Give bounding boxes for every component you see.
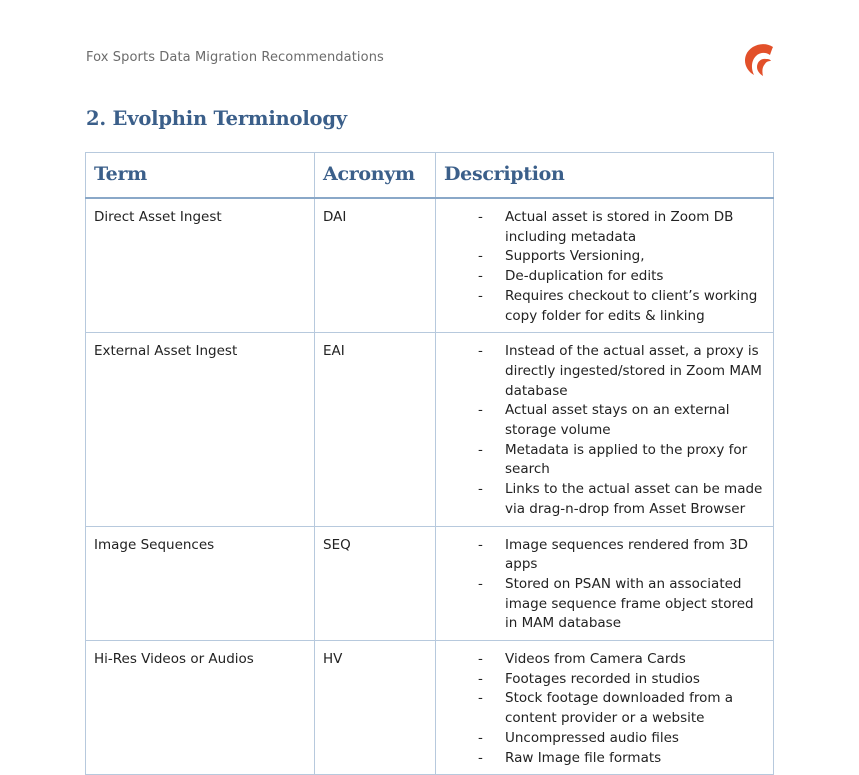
description-list xyxy=(444,650,765,768)
term-cell: Direct Asset Ingest xyxy=(86,198,315,333)
description-cell xyxy=(436,333,774,526)
column-header-term: Term xyxy=(86,153,315,199)
acronym-cell: DAI xyxy=(315,198,436,333)
table-header-row xyxy=(86,153,774,199)
description-item: - Image sequences rendered from 3D apps xyxy=(444,536,765,575)
description-item: - Metadata is applied to the proxy for search xyxy=(444,441,765,480)
description-list xyxy=(444,208,765,326)
description-item: - Instead of the actual asset, a proxy is directly ingested/stored in Zoom MAM database xyxy=(444,342,765,401)
description-item: - Actual asset is stored in Zoom DB including metadata xyxy=(444,208,765,247)
description-cell xyxy=(436,641,774,775)
evolphin-flame-logo xyxy=(742,42,776,78)
table-row xyxy=(86,333,774,526)
description-item: - Stored on PSAN with an associated image sequence frame object stored in MAM database xyxy=(444,575,765,634)
description-item: - De-duplication for edits xyxy=(444,267,765,287)
acronym-cell: HV xyxy=(315,641,436,775)
table-row xyxy=(86,526,774,641)
acronym-cell: EAI xyxy=(315,333,436,526)
description-item: - Actual asset stays on an external storage volume xyxy=(444,401,765,440)
description-item: - Footages recorded in studios xyxy=(444,670,765,690)
term-cell: Hi-Res Videos or Audios xyxy=(86,641,315,775)
terminology-table xyxy=(85,152,774,775)
description-item: - Raw Image file formats xyxy=(444,749,765,769)
table-row xyxy=(86,198,774,333)
description-cell xyxy=(436,198,774,333)
table-row xyxy=(86,641,774,775)
description-cell xyxy=(436,526,774,641)
acronym-cell: SEQ xyxy=(315,526,436,641)
description-item: - Supports Versioning, xyxy=(444,247,765,267)
description-item: - Uncompressed audio files xyxy=(444,729,765,749)
column-header-description: Description xyxy=(436,153,774,199)
header-title: Fox Sports Data Migration Recommendations xyxy=(86,50,384,65)
description-item: - Stock footage downloaded from a content provider or a website xyxy=(444,689,765,728)
term-cell: External Asset Ingest xyxy=(86,333,315,526)
section-heading: 2. Evolphin Terminology xyxy=(86,107,347,130)
description-list xyxy=(444,536,765,635)
description-item: - Videos from Camera Cards xyxy=(444,650,765,670)
term-cell: Image Sequences xyxy=(86,526,315,641)
description-item: - Requires checkout to client’s working copy folder for edits & linking xyxy=(444,287,765,326)
description-item: - Links to the actual asset can be made via drag-n-drop from Asset Browser xyxy=(444,480,765,519)
column-header-acronym: Acronym xyxy=(315,153,436,199)
description-list xyxy=(444,342,765,519)
